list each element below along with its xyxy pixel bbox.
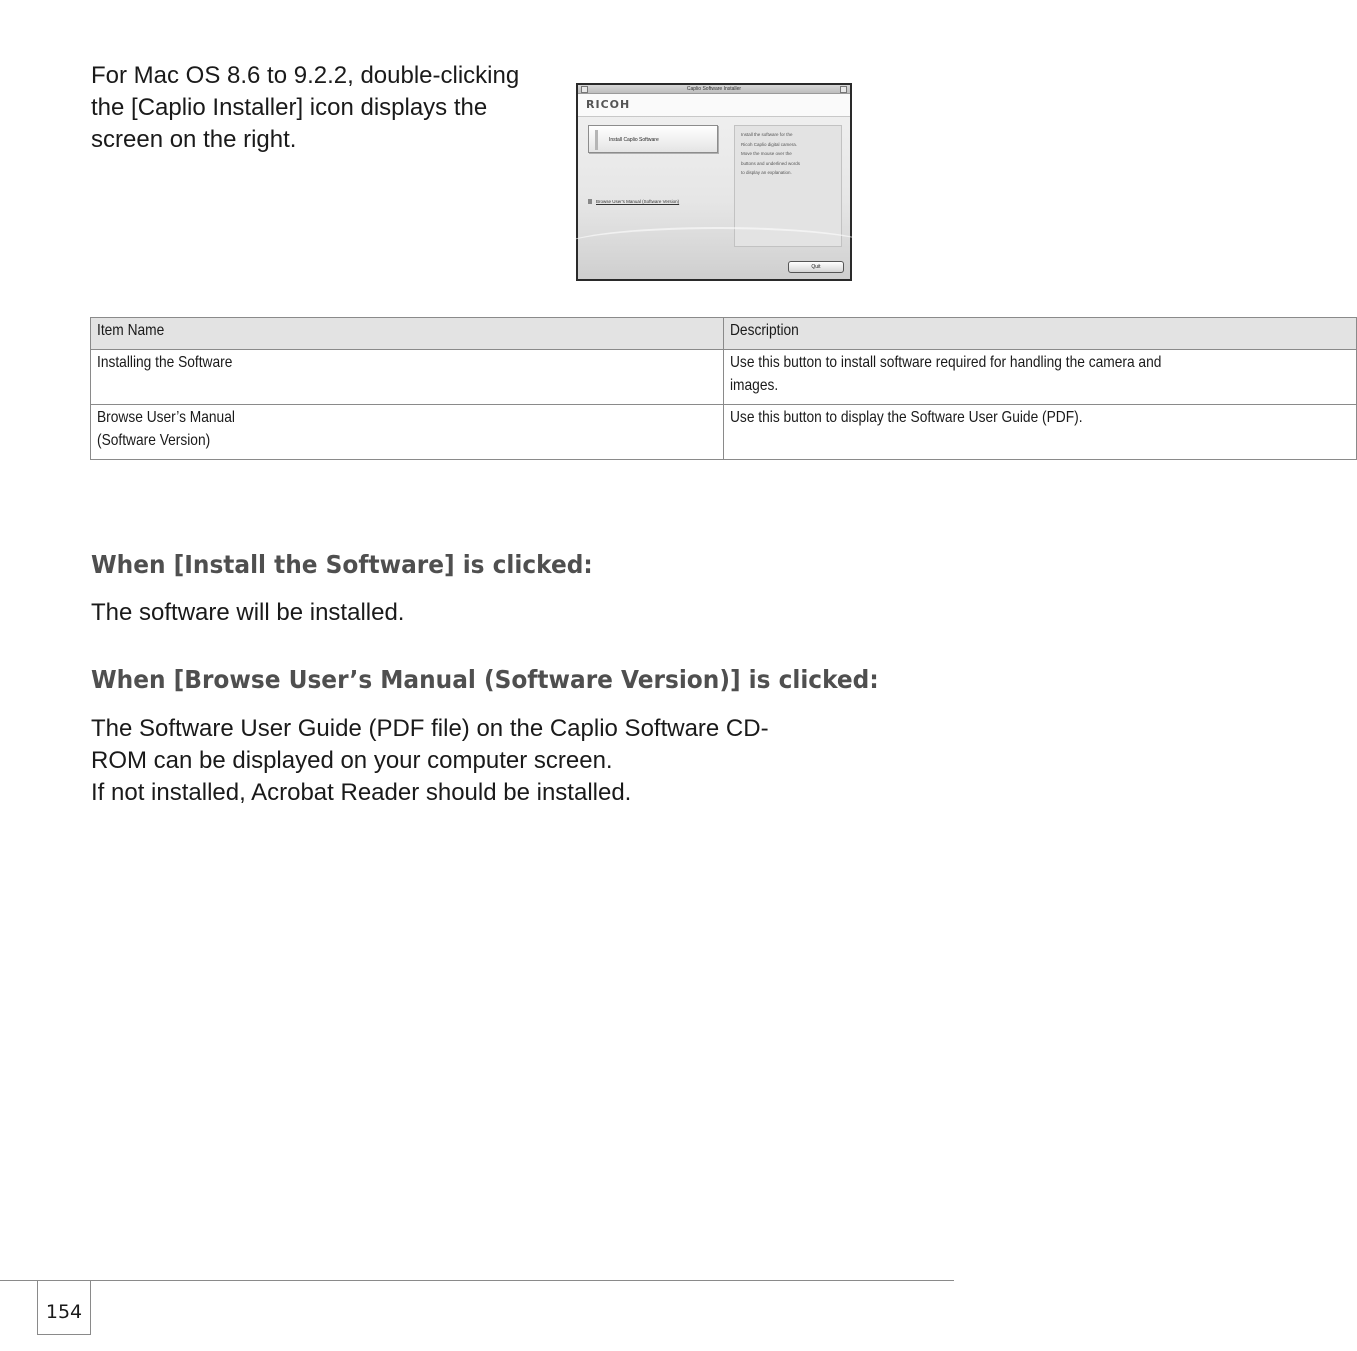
section-line: If not installed, Acrobat Reader should be installed. [91,779,632,806]
table-header-row [91,318,1357,350]
header-item-name: Item Name [91,318,724,350]
section-heading-browse: When [Browse User’s Manual (Software Version)] is clicked: [91,665,879,694]
section-line: The software will be installed. [91,599,405,626]
description-line: Install the software for the [741,132,793,137]
ricoh-logo: RICOH [586,98,631,111]
install-caplio-software-button: Install Caplio Software [588,125,718,153]
item-description-table [90,317,1357,460]
section-line: ROM can be displayed on your computer screen. [91,747,613,774]
installer-window-title: Caplio Software Installer [686,86,742,92]
description-line: buttons and underlined words [741,160,801,166]
cell-item-name: Browse User’s Manual (Software Version) [91,405,724,460]
table-row [91,405,1357,460]
footer-rule [0,1280,954,1281]
description-line: Ricoh Caplio digital camera. [741,141,798,147]
installer-header [578,94,850,117]
cell-description: Use this button to install software required for handling the camera and images. [724,350,1357,405]
section-line: The Software User Guide (PDF file) on the Caplio Software CD- [91,715,769,742]
browse-manual-link-label: Browse User's Manual (Software Version) [596,199,680,204]
browse-manual-link [588,199,679,204]
page-number: 154 [37,1280,91,1335]
section-text-install [91,597,404,629]
intro-line: screen on the right. [91,126,297,153]
header-description: Description [724,318,1357,350]
section-heading-install: When [Install the Software] is clicked: [91,550,593,579]
quit-button: Quit [788,261,844,273]
document-icon [588,199,592,204]
installer-screenshot [576,83,852,281]
description-line: Move the mouse over the [741,151,792,156]
intro-line: For Mac OS 8.6 to 9.2.2, double-clicking [91,62,520,89]
zoom-box-icon [840,86,847,93]
cell-item-name: Installing the Software [91,350,724,405]
cell-description: Use this button to display the Software User Guide (PDF). [724,405,1357,460]
description-line: to display an explanation. [741,170,792,175]
table-row [91,350,1357,405]
installer-titlebar [578,85,850,94]
close-box-icon [581,86,588,93]
section-text-browse [91,713,769,809]
intro-paragraph [91,60,561,156]
intro-line: the [Caplio Installer] icon displays the [91,94,488,121]
